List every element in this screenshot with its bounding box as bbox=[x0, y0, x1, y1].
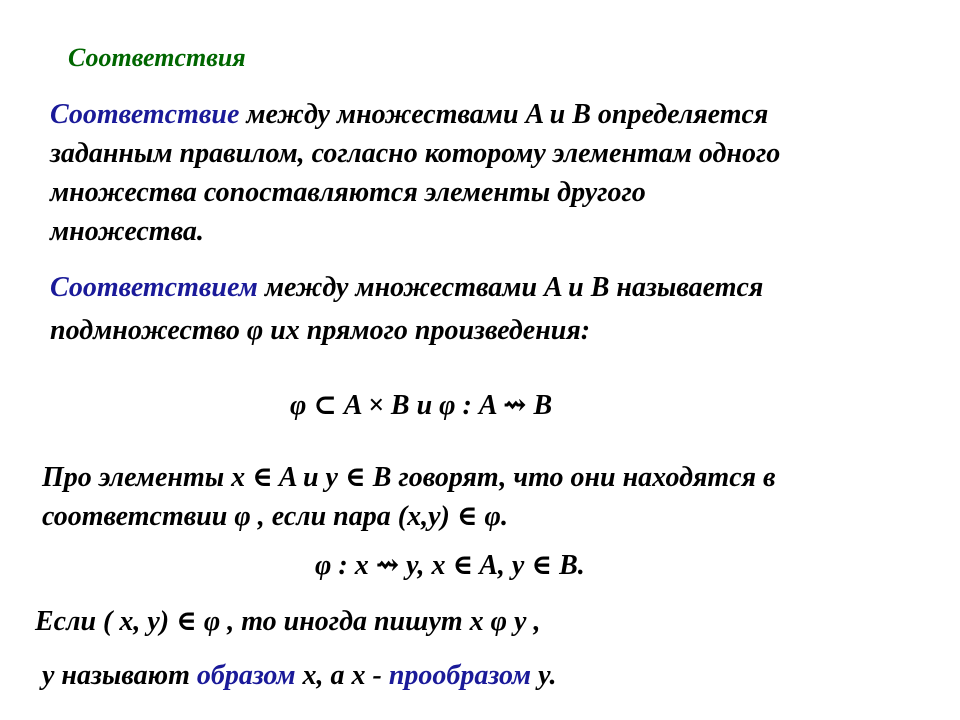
term-correspondence: Соответствие bbox=[50, 99, 240, 130]
paragraph-line: подмножество φ их прямого произведения: bbox=[50, 315, 591, 346]
text-fragment: y называют bbox=[42, 660, 197, 691]
term-correspondence-instr: Соответствием bbox=[50, 272, 258, 303]
paragraph-line: заданным правилом, согласно которому элементам одного bbox=[50, 138, 781, 169]
text-fragment: y. bbox=[531, 660, 557, 691]
paragraph-line: множества. bbox=[50, 216, 204, 247]
paragraph-image-preimage bbox=[42, 658, 556, 694]
paragraph-line: множества сопоставляются элементы другого bbox=[50, 177, 646, 208]
term-preimage: прообразом bbox=[388, 660, 532, 691]
formula-mapping: φ : x ⇝ y, x ∈ A, y ∈ B. bbox=[315, 550, 585, 581]
text-fragment: между множествами A и B называется bbox=[257, 272, 764, 303]
paragraph-notation: Если ( x, y) ∈ φ , то иногда пишут x φ y , bbox=[35, 606, 541, 637]
slide-title: Соответствия bbox=[68, 43, 246, 72]
formula-subset-product: φ ⊂ A × B и φ : A ⇝ B bbox=[290, 390, 553, 421]
paragraph-line: Про элементы x ∈ A и y ∈ B говорят, что они находятся в bbox=[42, 462, 776, 493]
paragraph-line bbox=[50, 97, 768, 133]
term-image: образом bbox=[196, 660, 296, 691]
paragraph-line bbox=[50, 270, 763, 306]
paragraph-line: соответствии φ , если пара (x,y) ∈ φ. bbox=[42, 501, 508, 532]
text-fragment: x, а x - bbox=[295, 660, 389, 691]
text-fragment: между множествами A и B определяется bbox=[239, 99, 769, 130]
